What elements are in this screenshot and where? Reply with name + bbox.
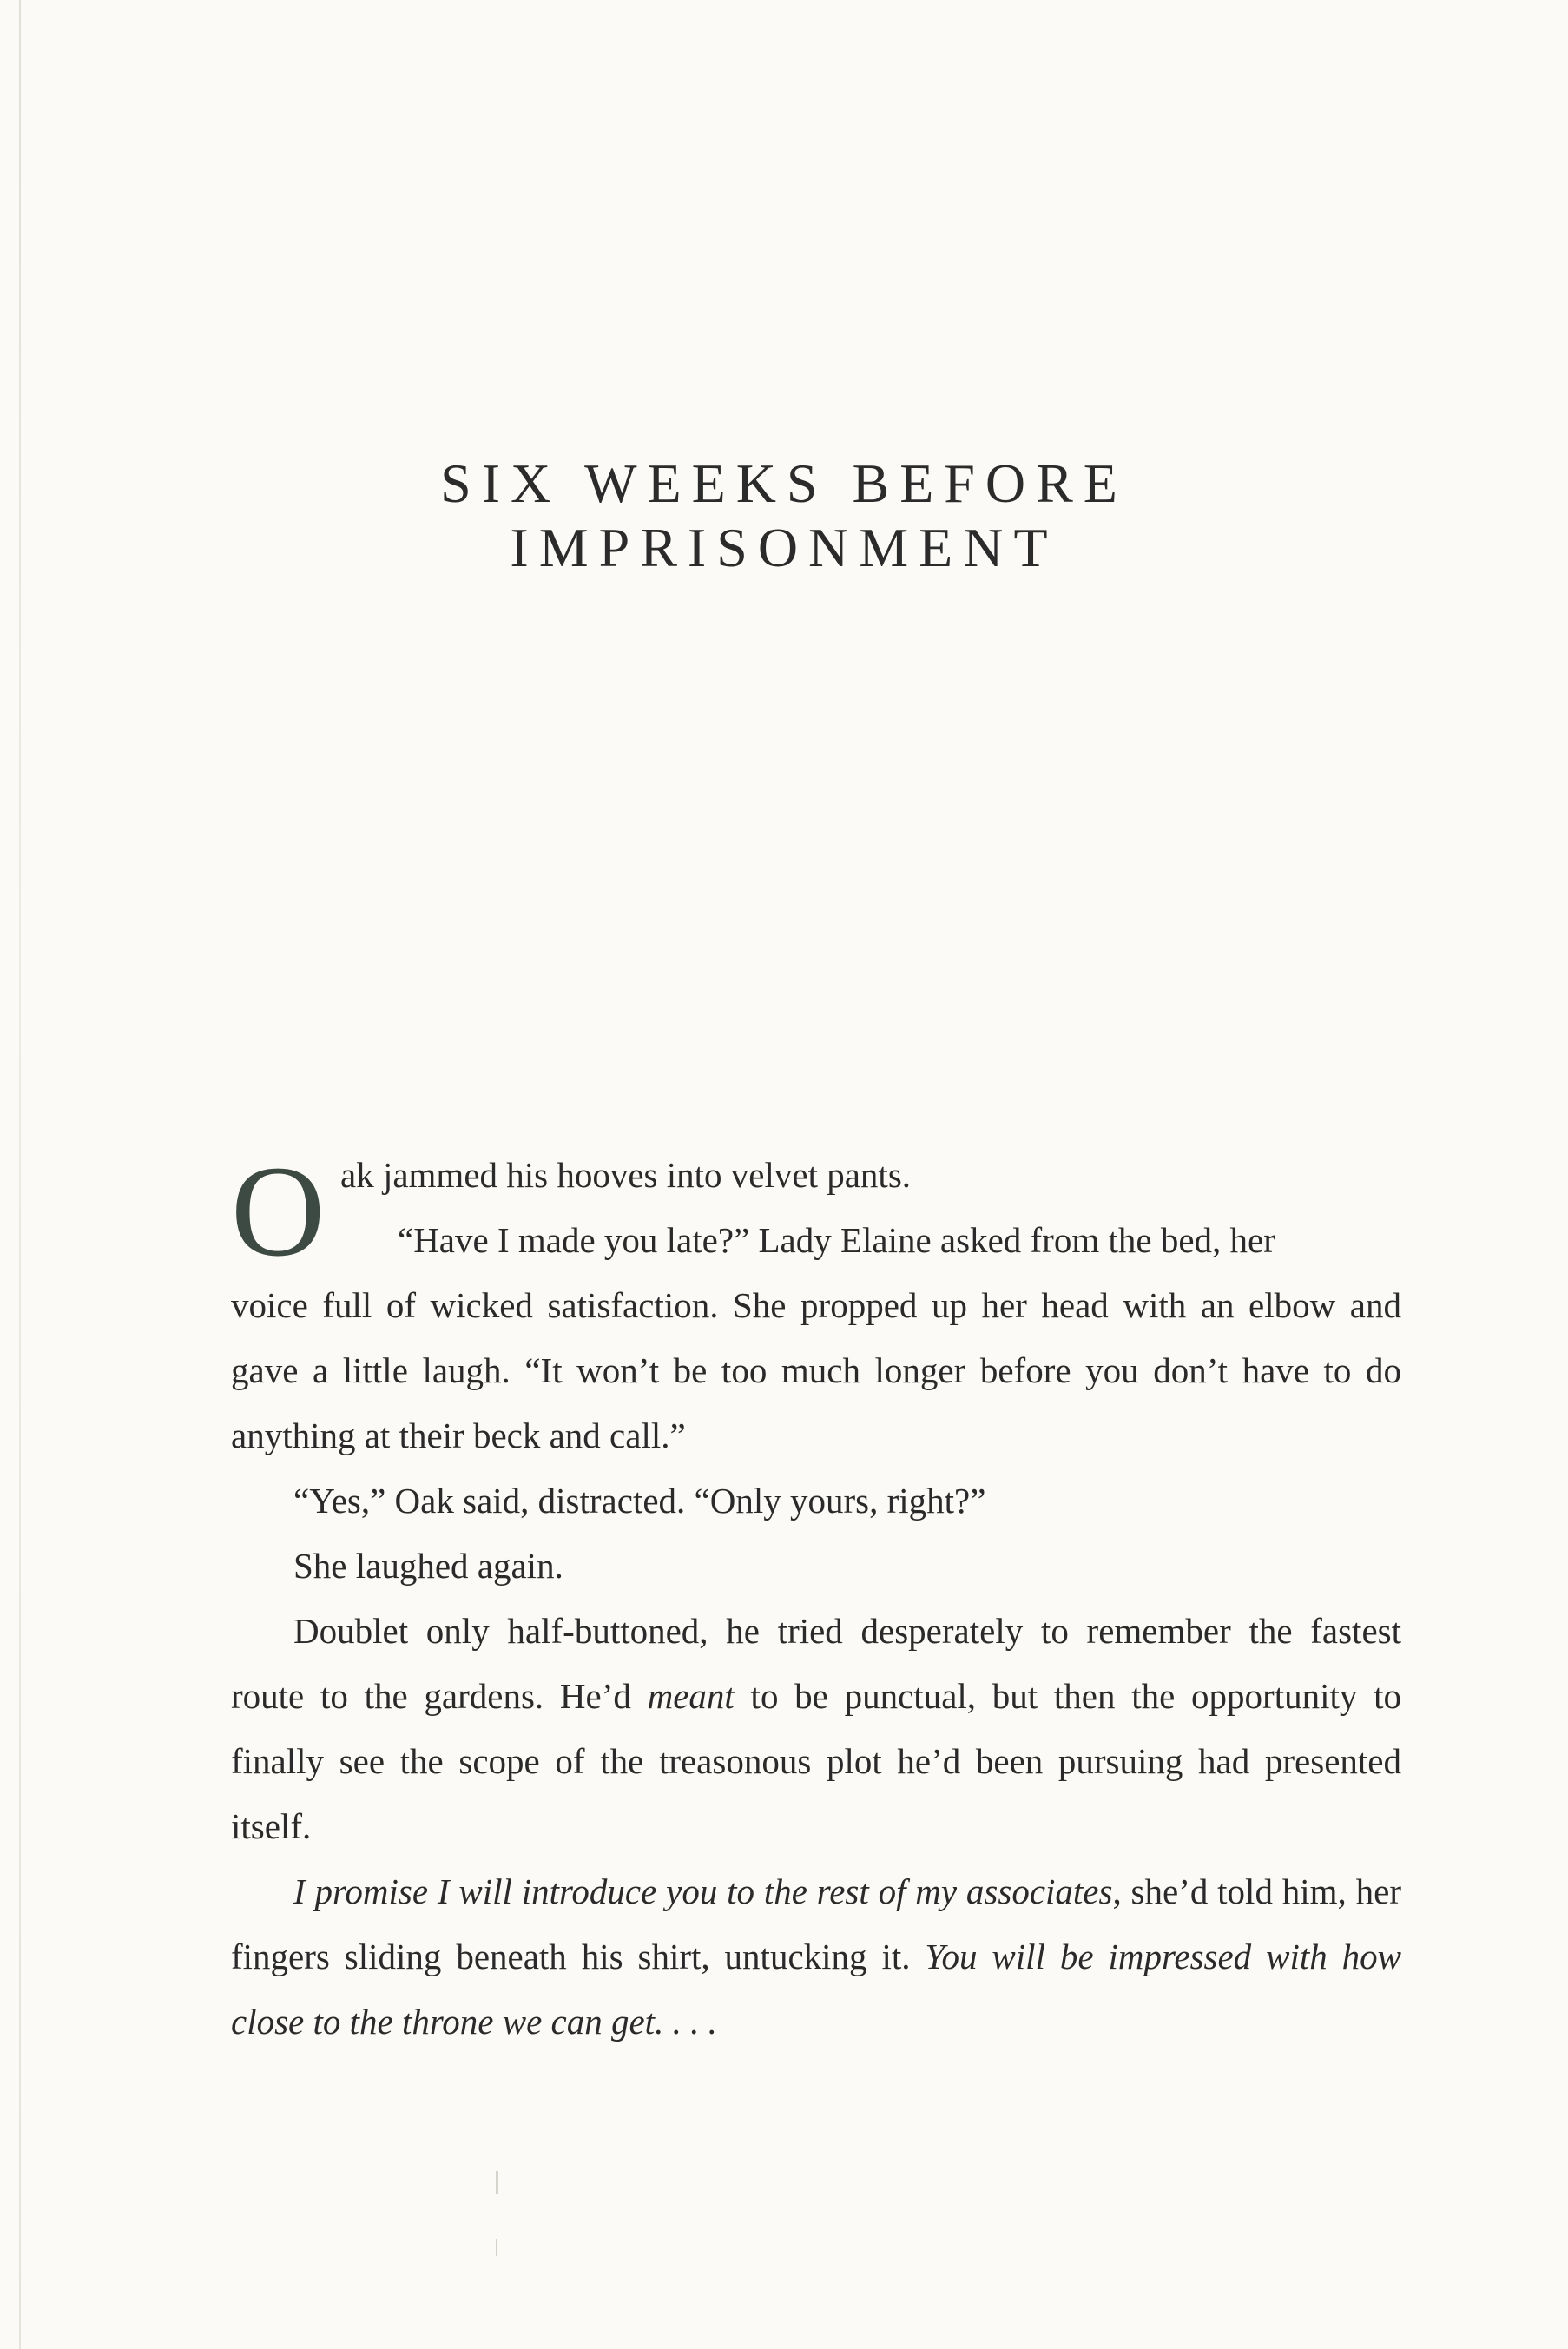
chapter-title — [0, 452, 1568, 580]
paragraph-5-part-a: Doublet only half-buttoned, he tried desperately to remember the fastest route to the gardens. He’d — [231, 1611, 1401, 1716]
paragraph-2-first-line: “Have I made you late?” Lady Elaine asked from the bed, her — [398, 1220, 1275, 1260]
paragraph-5-emphasis: meant — [647, 1676, 735, 1716]
paragraph-4: She laughed again. — [293, 1546, 563, 1586]
body-text — [231, 1139, 1401, 2055]
paragraph-3: “Yes,” Oak said, distracted. “Only yours, right?” — [293, 1481, 986, 1521]
paragraph-5-part-b: to be punctual, but then the opportunity to finally see the scope of the treasonous plot he’d been pursuing had presented itself. — [231, 1676, 1401, 1846]
scan-speck — [496, 2239, 497, 2256]
paragraph-6-emphasis-1: I promise I will introduce you to the rest of my associates — [293, 1871, 1113, 1911]
drop-cap: O — [231, 1139, 326, 1283]
scan-speck — [496, 2171, 498, 2194]
paragraph-6 — [231, 1859, 1401, 2055]
paragraph-1-text: ak jammed his hooves into velvet pants. — [340, 1155, 912, 1195]
paragraph-1 — [231, 1139, 1401, 1283]
paragraph-2-continued: voice full of wicked satisfaction. She propped up her head with an elbow and gave a little laugh. “It won’t be too much longer before you don’t have to do anything at their beck and call.” — [231, 1285, 1401, 1455]
chapter-title-line-2: IMPRISONMENT — [510, 517, 1058, 578]
paragraph-6-part-a: , she’d told him, her fingers sliding beneath his shirt, untucking it. — [231, 1871, 1401, 1976]
chapter-title-line-1: SIX WEEKS BEFORE — [440, 452, 1128, 514]
paragraph-5 — [231, 1599, 1401, 1859]
paragraph-6-emphasis-2: You will be impressed with how close to the throne we can get. . . . — [231, 1937, 1401, 2042]
page-edge — [19, 0, 21, 2349]
